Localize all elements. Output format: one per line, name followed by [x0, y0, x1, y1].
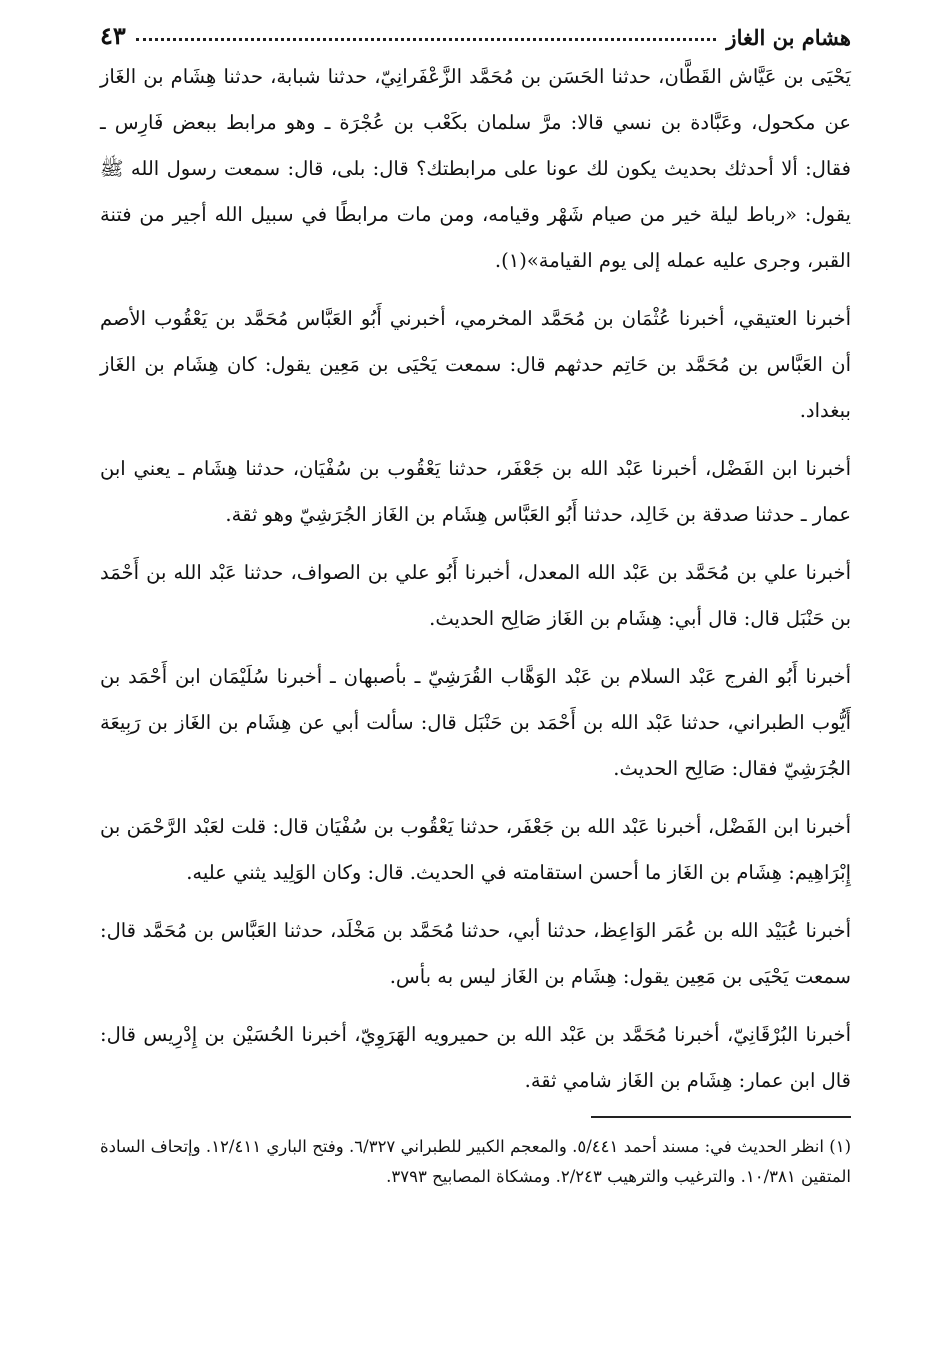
paragraph: أخبرنا عُبَيْد الله بن عُمَر الوَاعِظ، حدثنا أبي، حدثنا مُحَمَّد بن مَخْلَد، حدثنا العَبَّاس بن مُحَمَّد قال: سمعت يَحْيَى بن مَعِين يقول: هِشَام بن الغَاز ليس به بأس.: [100, 919, 851, 988]
paragraph: أخبرنا ابن الفَضْل، أخبرنا عَبْد الله بن جَعْفَر، حدثنا يَعْقُوب بن سُفْيَان قال: قلت لعَبْد الرَّحْمَن بن إِبْرَاهِيم: هِشَام بن الغَاز ما أحسن استقامته في الحديث. قال: وكان الوَلِيد يثني عليه.: [100, 815, 851, 884]
page-number: ٤٣: [100, 21, 126, 50]
paragraph: أخبرنا علي بن مُحَمَّد بن عَبْد الله المعدل، أخبرنا أَبُو علي بن الصواف، حدثنا عَبْد الله بن أَحْمَد بن حَنْبَل قال: قال أبي: هِشَام بن الغَاز صَالِح الحديث.: [100, 561, 851, 630]
footnotes: [100, 1132, 851, 1192]
running-header: [100, 14, 851, 50]
paragraph: أخبرنا البُرْقَانِيّ، أخبرنا مُحَمَّد بن عَبْد الله بن حميرويه الهَرَوِيّ، أخبرنا الحُسَيْن بن إِدْرِيس قال: قال ابن عمار: هِشَام بن الغَاز شامي ثقة.: [100, 1023, 851, 1092]
paragraph: أخبرنا العتيقي، أخبرنا عُثْمَان بن مُحَمَّد المخرمي، أخبرني أَبُو العَبَّاس مُحَمَّد بن يَعْقُوب الأصم أن العَبَّاس بن مُحَمَّد بن حَاتِم حدثهم قال: سمعت يَحْيَى بن مَعِين يقول: كان هِشَام بن الغَاز ببغداد.: [100, 307, 851, 422]
footnote: (١) انظر الحديث في: مسند أحمد ٥/٤٤١. والمعجم الكبير للطبراني ٦/٣٢٧. وفتح الباري ١٢/٤١١. وإتحاف السادة المتقين ١٠/٣٨١. والترغيب والترهيب ٢/٢٤٣. ومشكاة المصابيح ٣٧٩٣.: [100, 1137, 852, 1186]
running-title: هشام بن الغاز: [726, 25, 851, 50]
body-text: [100, 54, 851, 1104]
paragraph: أخبرنا ابن الفَضْل، أخبرنا عَبْد الله بن جَعْفَر، حدثنا يَعْقُوب بن سُفْيَان، حدثنا هِشَام ـ يعني ابن عمار ـ حدثنا صدقة بن خَالِد، حدثنا أَبُو العَبَّاس هِشَام بن الغَاز الجُرَشِيّ وهو ثقة.: [100, 457, 851, 526]
footnote-separator: [591, 1116, 851, 1118]
paragraph: أخبرنا أَبُو الفرج عَبْد السلام بن عَبْد الوَهَّاب القُرَشِيّ ـ بأصبهان ـ أخبرنا سُلَيْمَان ابن أَحْمَد بن أَيُّوب الطبراني، حدثنا عَبْد الله بن أَحْمَد بن حَنْبَل قال: سألت أبي عن هِشَام بن الغَاز بن رَبِيعَة الجُرَشِيّ فقال: صَالِح الحديث.: [100, 665, 851, 780]
paragraph: يَحْيَى بن عَيَّاش القَطَّان، حدثنا الحَسَن بن مُحَمَّد الزَّعْفَرانِيّ، حدثنا شبابة، حدثنا هِشَام بن الغَاز عن مكحول، وعَبَّادة بن نسي قالا: مرَّ سلمان بكَعْب بن عُجْرَة ـ وهو مرابط ببعض فَارِس ـ فقال: ألا أحدثك بحديث يكون لك عونا على مرابطتك؟ قال: بلى، قال: سمعت رسول الله ﷺ يقول: «رباط ليلة خير من صيام شَهْر وقيامه، ومن مات مرابطًا في سبيل الله أجير من فتنة القبر، وجرى عليه عمله إلى يوم القيامة»(١).: [100, 65, 851, 272]
leader-dots: [136, 38, 717, 41]
